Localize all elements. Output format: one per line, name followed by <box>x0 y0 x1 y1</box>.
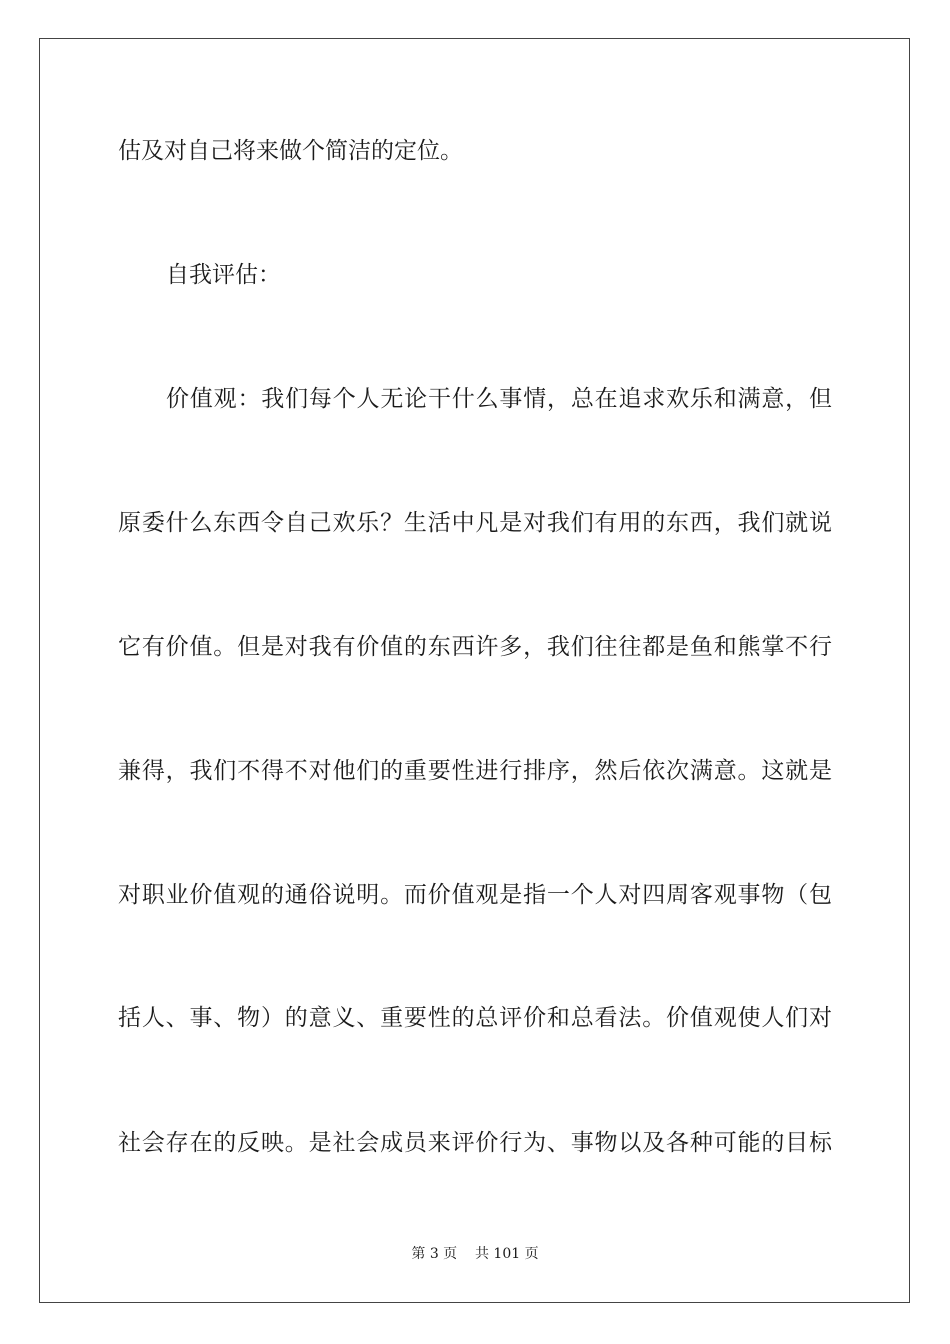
text-line-9: 社会存在的反映。是社会成员来评价行为、事物以及各种可能的目标 <box>118 1130 832 1156</box>
text-line-7: 对职业价值观的通俗说明。而价值观是指一个人对四周客观事物（包 <box>118 882 832 908</box>
text-line-1: 估及对自己将来做个简洁的定位。 <box>118 138 463 164</box>
page-border <box>39 38 910 1303</box>
text-line-3: 价值观：我们每个人无论干什么事情，总在追求欢乐和满意，但 <box>166 386 832 412</box>
section-heading-self-assessment: 自我评估： <box>166 262 281 288</box>
page-footer-page-number: 第 3 页 共 101 页 <box>411 1246 539 1262</box>
text-line-6: 兼得，我们不得不对他们的重要性进行排序，然后依次满意。这就是 <box>118 758 832 784</box>
text-line-5: 它有价值。但是对我有价值的东西许多，我们往往都是鱼和熊掌不行 <box>118 634 832 660</box>
text-line-8: 括人、事、物）的意义、重要性的总评价和总看法。价值观使人们对 <box>118 1005 832 1031</box>
text-line-4: 原委什么东西令自己欢乐？生活中凡是对我们有用的东西，我们就说 <box>118 510 832 536</box>
